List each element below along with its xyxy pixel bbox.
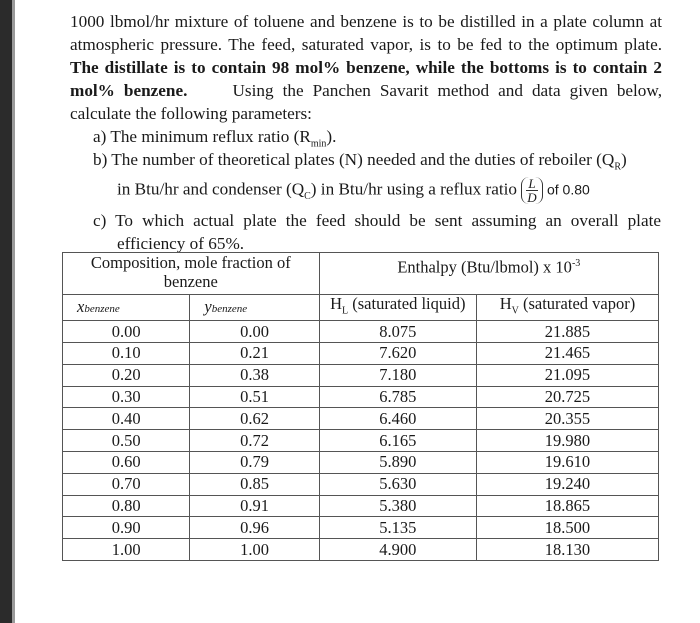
table-cell: 0.00 [190,321,319,343]
table-cell: 7.620 [319,343,476,365]
table-header-row-2 [63,295,659,321]
table-cell: 6.460 [319,408,476,430]
table-cell: 0.80 [63,495,190,517]
table-cell: 8.075 [319,321,476,343]
reflux-ratio-fraction: $\frac{L}{D}$ [521,177,542,204]
hv-header: $H_V$ (saturated vapor) [476,295,658,321]
distillate-spec: The distillate is to contain 98 mol% benzene, while the bottoms is to contain 2 [70,58,662,77]
table-row [63,343,659,365]
problem-line-4 [70,79,662,102]
table-cell: 0.85 [190,473,319,495]
table-cell: 0.51 [190,386,319,408]
table-cell: 4.900 [319,539,476,561]
table-cell: 20.725 [476,386,658,408]
y-benzene-header: ybenzene [190,295,319,321]
question-a: a) The minimum reflux ratio $(R_{min})$. [93,127,337,150]
table-cell: 21.095 [476,364,658,386]
table-header-row-1 [63,253,659,295]
table-cell: 7.180 [319,364,476,386]
table-cell: 18.500 [476,517,658,539]
table-cell: 18.865 [476,495,658,517]
table-cell: 5.890 [319,452,476,474]
table-cell: 21.465 [476,343,658,365]
table-cell: 0.21 [190,343,319,365]
table-cell: 6.165 [319,430,476,452]
table-cell: 0.72 [190,430,319,452]
table-row [63,386,659,408]
table-cell: 0.40 [63,408,190,430]
bottoms-spec: mol% benzene. [70,81,188,100]
table-cell: 21.885 [476,321,658,343]
x-benzene-header: xbenzene [63,295,190,321]
table-row [63,517,659,539]
table-cell: 5.380 [319,495,476,517]
table-cell: 5.135 [319,517,476,539]
table-cell: 0.70 [63,473,190,495]
table-cell: 19.610 [476,452,658,474]
table-cell: 0.10 [63,343,190,365]
composition-header: Composition, mole fraction of benzene [63,253,320,295]
table-cell: 0.20 [63,364,190,386]
table-cell: 5.630 [319,473,476,495]
table-cell: 0.60 [63,452,190,474]
question-b-line-1: b) The number of theoretical plates (N) needed and the duties of reboiler $(Q_R)$ [93,150,627,173]
reflux-ratio-value: of 0.80 [546,181,590,198]
table-row [63,539,659,561]
problem-line-3 [70,56,662,79]
problem-line-2: atmospheric pressure. The feed, saturated vapor, is to be fed to the optimum plate. [70,35,662,54]
table-cell: 0.91 [190,495,319,517]
table-body [63,321,659,561]
left-border-bar [0,0,12,623]
table-cell: 0.00 [63,321,190,343]
table-row [63,321,659,343]
table-cell: 0.30 [63,386,190,408]
table-cell: 1.00 [63,539,190,561]
table-cell: 0.79 [190,452,319,474]
table-cell: 18.130 [476,539,658,561]
table-cell: 19.980 [476,430,658,452]
question-c: c) To which actual plate the feed should be sent assuming an overall plate efficiency of 65%. [93,211,661,253]
hl-header: $H_L$ (saturated liquid) [319,295,476,321]
problem-line-1: 1000 lbmol/hr mixture of toluene and benzene is to be distilled in a plate column at [70,12,662,31]
data-table [62,252,659,561]
table-cell: 0.96 [190,517,319,539]
table-cell: 6.785 [319,386,476,408]
problem-statement [70,10,662,125]
table-row [63,364,659,386]
table-row [63,408,659,430]
table-cell: 0.38 [190,364,319,386]
table-cell: 19.240 [476,473,658,495]
method-text: Using the Panchen Savarit method and data given below, [232,81,662,100]
table-cell: 0.90 [63,517,190,539]
left-border-shadow [12,0,15,623]
table-cell: 0.62 [190,408,319,430]
table-cell: 20.355 [476,408,658,430]
table-row [63,495,659,517]
table-row [63,430,659,452]
table-cell: 1.00 [190,539,319,561]
question-b-line-2: in Btu/hr and condenser $(Q_C)$ in Btu/hr using a reflux ratio $\frac{L}{D}$ of 0.80 [117,176,590,205]
table-cell: 0.50 [63,430,190,452]
enthalpy-header: Enthalpy (Btu/lbmol) x $10^{-3}$ [319,253,658,295]
table-row [63,473,659,495]
table-row [63,452,659,474]
problem-line-5: calculate the following parameters: [70,104,312,123]
